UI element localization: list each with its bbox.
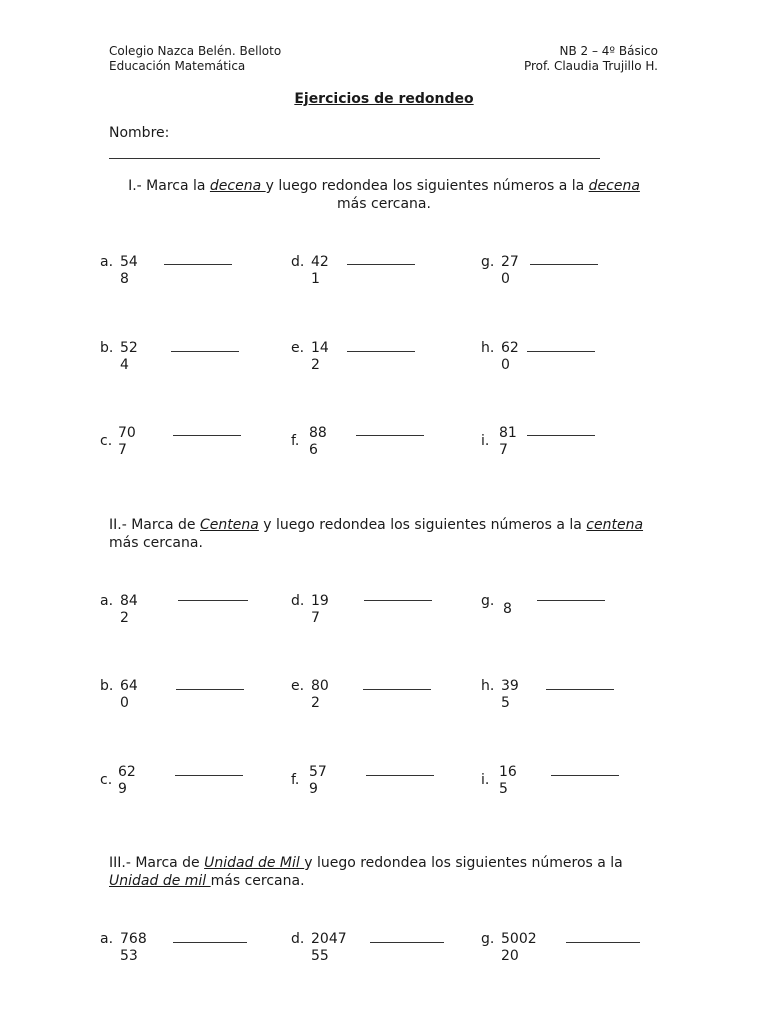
item-number-bottom: 6 — [309, 442, 318, 458]
answer-line[interactable] — [164, 264, 232, 265]
item-number-bottom: 5 — [501, 695, 510, 711]
answer-line[interactable] — [366, 775, 434, 776]
exercise-item — [481, 678, 681, 712]
item-number-top: 64 — [120, 678, 138, 694]
exercise-item — [481, 764, 681, 798]
exercise-item — [100, 425, 300, 459]
answer-line[interactable] — [546, 689, 614, 690]
item-label: b. — [100, 678, 114, 694]
answer-line[interactable] — [527, 435, 595, 436]
item-number-top: 84 — [120, 593, 138, 609]
exercise-item — [291, 678, 491, 712]
item-number-bottom: 8 — [120, 271, 129, 287]
item-number-bottom: 5 — [499, 781, 508, 797]
item-number-top: 70 — [118, 425, 136, 441]
answer-line[interactable] — [566, 942, 640, 943]
item-number-top: 42 — [311, 254, 329, 270]
section-3-instruction: III.- Marca de Unidad de Mil y luego redondea los siguientes números a la Unidad de mil más cercana. — [109, 855, 623, 889]
grade-level: NB 2 – 4º Básico — [559, 44, 658, 58]
item-number-bottom: 7 — [118, 442, 127, 458]
item-number-bottom: 7 — [499, 442, 508, 458]
item-number-top: 16 — [499, 764, 517, 780]
exercise-item — [100, 764, 300, 798]
item-label: d. — [291, 931, 305, 947]
exercise-item — [481, 931, 681, 965]
item-label: a. — [100, 593, 114, 609]
header-left — [109, 44, 281, 74]
exercise-item — [100, 340, 300, 374]
item-number-bottom: 2 — [311, 695, 320, 711]
item-number-bottom: 2 — [120, 610, 129, 626]
item-number-top: 81 — [499, 425, 517, 441]
answer-line[interactable] — [356, 435, 424, 436]
answer-line[interactable] — [527, 351, 595, 352]
item-label: d. — [291, 593, 305, 609]
item-number-bottom: 9 — [309, 781, 318, 797]
item-label: e. — [291, 340, 305, 356]
exercise-item — [481, 254, 681, 288]
item-number-bottom: 0 — [120, 695, 129, 711]
item-number-bottom: 0 — [501, 271, 510, 287]
school-name: Colegio Nazca Belén. Belloto — [109, 44, 282, 58]
exercise-item — [481, 425, 681, 459]
item-number-bottom: 2 — [311, 357, 320, 373]
teacher-name: Prof. Claudia Trujillo H. — [523, 59, 658, 73]
answer-line[interactable] — [176, 689, 244, 690]
item-number-bottom: 20 — [501, 948, 519, 964]
exercise-item — [291, 593, 491, 627]
exercise-item — [481, 593, 681, 627]
item-label: h. — [481, 340, 495, 356]
answer-line[interactable] — [364, 600, 432, 601]
page-title: Ejercicios de redondeo — [294, 91, 474, 107]
exercise-item — [100, 931, 300, 965]
item-number-top: 54 — [120, 254, 138, 270]
item-number-bottom: 0 — [501, 357, 510, 373]
answer-line[interactable] — [173, 942, 247, 943]
answer-line[interactable] — [347, 264, 415, 265]
answer-line[interactable] — [175, 775, 243, 776]
answer-line[interactable] — [370, 942, 444, 943]
exercise-item — [481, 340, 681, 374]
item-label: f. — [291, 772, 300, 788]
subject-name: Educación Matemática — [109, 59, 246, 73]
item-label: i. — [481, 772, 490, 788]
item-number-top: 88 — [309, 425, 327, 441]
answer-line[interactable] — [347, 351, 415, 352]
exercise-item — [291, 254, 491, 288]
item-label: a. — [100, 254, 114, 270]
exercise-item — [291, 764, 491, 798]
item-number-top: 62 — [501, 340, 519, 356]
answer-line[interactable] — [173, 435, 241, 436]
item-number-bottom: 1 — [311, 271, 320, 287]
item-label: c. — [100, 772, 113, 788]
answer-line[interactable] — [178, 600, 248, 601]
item-label: c. — [100, 433, 113, 449]
exercise-item — [100, 254, 300, 288]
item-number-bottom: 55 — [311, 948, 329, 964]
item-number-top: 14 — [311, 340, 329, 356]
item-number-top: 62 — [118, 764, 136, 780]
item-number-top: 768 — [120, 931, 147, 947]
item-number-top: 2047 — [311, 931, 347, 947]
exercise-item — [291, 425, 491, 459]
item-number-bottom: 4 — [120, 357, 129, 373]
item-label: b. — [100, 340, 114, 356]
item-number-top: 57 — [309, 764, 327, 780]
exercise-item — [291, 931, 491, 965]
item-label: d. — [291, 254, 305, 270]
item-label: a. — [100, 931, 114, 947]
name-answer-line — [109, 158, 600, 159]
item-number-top: 27 — [501, 254, 519, 270]
answer-line[interactable] — [363, 689, 431, 690]
item-label: g. — [481, 931, 495, 947]
item-label: g. — [481, 593, 495, 609]
item-number-bottom: 9 — [118, 781, 127, 797]
section-2-instruction: II.- Marca de Centena y luego redondea los siguientes números a la centena más cercana. — [109, 517, 644, 551]
section-1-instruction: I.- Marca la decena y luego redondea los siguientes números a la decena más cercana. — [128, 178, 640, 212]
exercise-item — [100, 593, 300, 627]
exercise-item — [291, 340, 491, 374]
item-label: i. — [481, 433, 490, 449]
exercise-item — [100, 678, 300, 712]
name-label: Nombre: — [109, 125, 170, 141]
item-number-bottom: 7 — [311, 610, 320, 626]
header-right — [524, 44, 658, 74]
answer-line[interactable] — [171, 351, 239, 352]
answer-line[interactable] — [530, 264, 598, 265]
answer-line[interactable] — [537, 600, 605, 601]
item-label: h. — [481, 678, 495, 694]
item-label: g. — [481, 254, 495, 270]
item-number-top: 39 — [501, 678, 519, 694]
answer-line[interactable] — [551, 775, 619, 776]
item-label: f. — [291, 433, 300, 449]
item-number-bottom: 8 — [503, 601, 512, 617]
item-number-top: 19 — [311, 593, 329, 609]
item-number-top: 80 — [311, 678, 329, 694]
item-number-top: 5002 — [501, 931, 537, 947]
item-label: e. — [291, 678, 305, 694]
item-number-bottom: 53 — [120, 948, 138, 964]
item-number-top: 52 — [120, 340, 138, 356]
